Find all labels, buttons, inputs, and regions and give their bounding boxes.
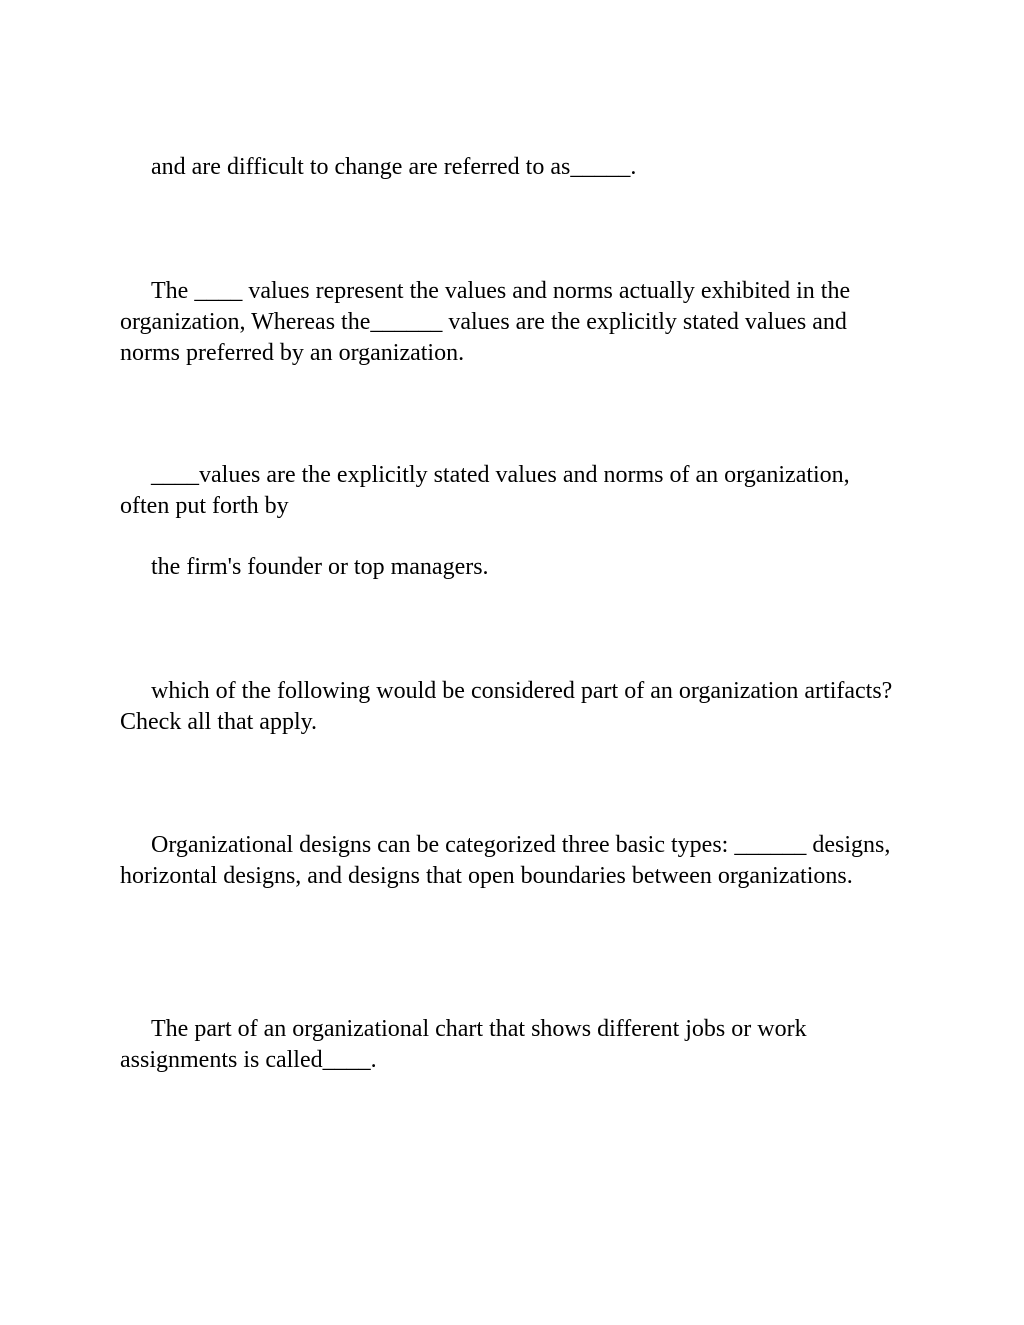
question-paragraph-enacted-espoused: The ____ values represent the values and norms actually exhibited in the organization, Whereas the______ values are the explicitly stated values and norms preferred by an organization.	[120, 278, 851, 366]
question-paragraph-artifacts: which of the following would be considered part of an organization artifacts? Check all that apply.	[120, 678, 893, 735]
question-paragraph-culture: and are difficult to change are referred to as_____.	[151, 154, 637, 180]
question-paragraph-organizational-designs: Organizational designs can be categorized three basic types: ______ designs, horizontal designs, and designs that open boundaries between organizations.	[120, 832, 891, 889]
question-paragraph-organizational-chart: The part of an organizational chart that shows different jobs or work assignments is called____.	[120, 1016, 807, 1073]
question-paragraph-espoused-values-continued: the firm's founder or top managers.	[151, 554, 489, 580]
question-paragraph-espoused-values: ____values are the explicitly stated values and norms of an organization, often put forth by	[120, 462, 850, 519]
